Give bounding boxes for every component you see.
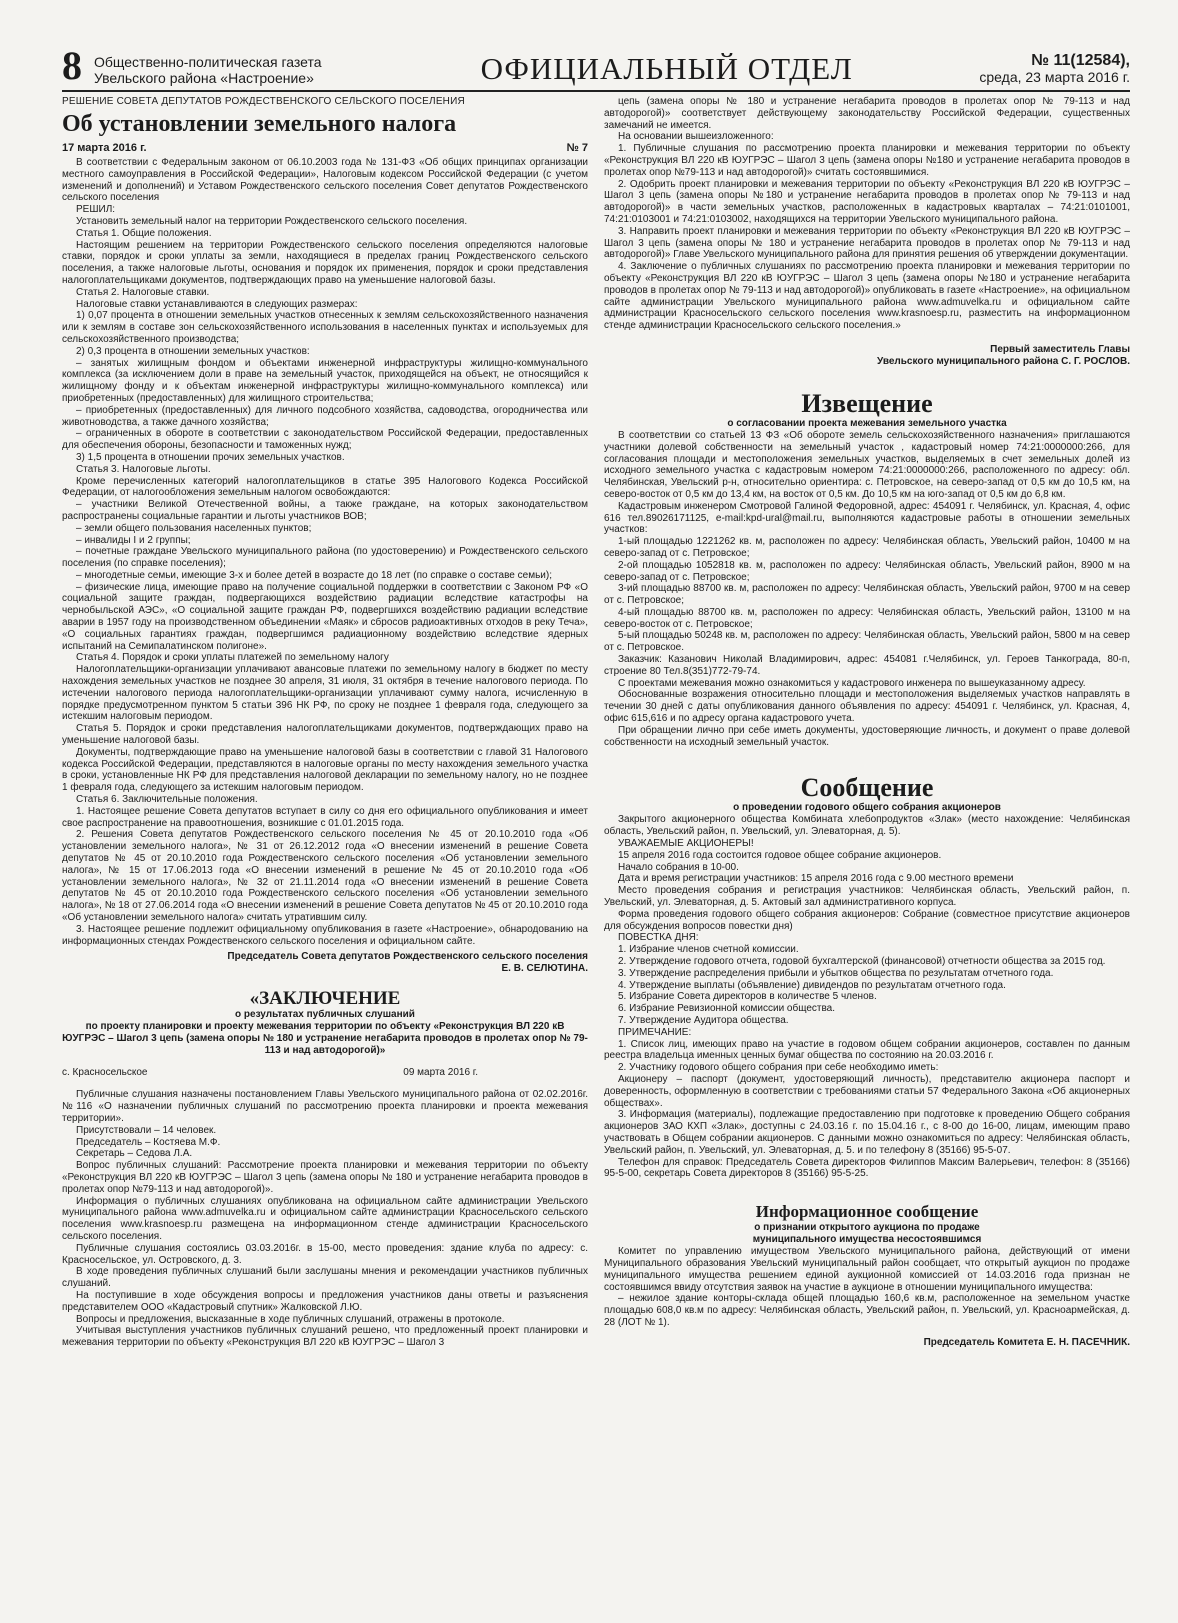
paragraph: Статья 1. Общие положения. <box>76 227 212 239</box>
paragraph: В соответствии со статьей 13 ФЗ «Об обороте земель сельскохозяйственного назначения» приглашаются участники долевой собственности на земельный участок , кадастровый номер 74:21:0000000:266, для согласования площади и местоположения земельных участков, выделяемых в счет земельных долей из исходного земельного участка с кадастровым номером 74:21:0000000:266, расположенного по адресу: обл. Челябинская, Увельский р-н, относительно ориентира: с. Петровское, на северо-запад от 0,5 км до 10,5 км, на северо-восток от 0,5 км до 13,4 км, на восток от 0,5 км. До 10,5 км на юго-запад от 0,5 км до 6,8 км. <box>604 429 1130 500</box>
paragraph: Заказчик: Казанович Николай Владимирович, адрес: 454081 г.Челябинск, ул. Героев Танкограда, 80-п, строение 80 Тел.8(351)772-79-74. <box>604 654 1130 677</box>
paragraph: Налоговые ставки устанавливаются в следующих размерах: <box>76 298 358 310</box>
paragraph: Статья 3. Налоговые льготы. <box>76 463 211 475</box>
paragraph: ПОВЕСТКА ДНЯ: <box>618 932 699 944</box>
paragraph: Статья 4. Порядок и сроки уплаты платежей по земельному налогу <box>76 652 389 664</box>
paragraph: Публичные слушания состоялись 03.03.2016г. в 15-00, место проведения: здание клуба по адресу: с. Красносельское, ул. Островского, д. 3. <box>62 1242 588 1266</box>
paragraph: Статья 5. Порядок и сроки представления налогоплательщиками документов, подтверждающих право на уменьшение налоговой базы. <box>62 723 588 747</box>
conclusion-title: «ЗАКЛЮЧЕНИЕ <box>249 988 401 1010</box>
paragraph: Налогоплательщики-организации уплачивают авансовые платежи по земельному налогу в бюджет по месту нахождения земельных участков не позднее 30 апреля, 31 июля, 31 октября в течение налогового периода. По истечении налогового периода налогоплательщики-организации уплачивают сумму налога, исчисленную в порядке предусмотренном пунктом 5 статьи 396 НК РФ, по сроку не позднее 1 февраля года, следующего за истекшим налоговым периодом. <box>62 664 588 723</box>
decision-number: № 7 <box>566 142 588 154</box>
decision-body <box>62 157 588 947</box>
paragraph: Обоснованные возражения относительно площади и местоположения выделяемых участков направлять в течении 30 дней с даты опубликования данного объявления по адресу: 454091 г. Челябинск, ул. Красная, 4, офис 615,616 и по адресу органа кадастрового учета. <box>604 689 1130 725</box>
paragraph: 15 апреля 2016 года состоится годовое общее собрание акционеров. <box>618 849 942 861</box>
paragraph: Статья 6. Заключительные положения. <box>76 794 258 806</box>
decision-article <box>62 96 588 975</box>
message-body <box>604 814 1130 1180</box>
paragraph: Форма проведения годового общего собрания акционеров: Собрание (совместное присутствие акционеров для обсуждения вопросов повестки дня) <box>604 908 1130 932</box>
paragraph: 1. Список лиц, имеющих право на участие в годовом общем собрании акционеров, составлен по данным реестра владельца именных ценных бумаг общества по состоянию на 20.03.2016 г. <box>604 1038 1130 1062</box>
left-column <box>62 96 588 1349</box>
paragraph: 4-ый площадью 88700 кв. м, расположен по адресу: Челябинская область, Увельский район, 13100 м на северо-восток от с. Петровское; <box>604 606 1130 630</box>
paragraph: 1. Публичные слушания по рассмотрению проекта планировки и межевания территории по объекту «Реконструкция ВЛ 220 кВ ЮУГРЭС – Шагол 3 цепь (замена опоры №180 и устранение негабарита проводов в пролетах опор №79-113 и над автодорогой)» считать состоявшимися. <box>604 143 1130 178</box>
paragraph: Кроме перечисленных категорий налогоплательщиков в статье 395 Налогового Кодекса Российской Федерации, от налогообложения земельным налогом освобождаются: <box>62 475 588 499</box>
decision-kicker: РЕШЕНИЕ СОВЕТА ДЕПУТАТОВ РОЖДЕСТВЕНСКОГО СЕЛЬСКОГО ПОСЕЛЕНИЯ <box>62 96 465 107</box>
paragraph: – инвалиды I и 2 группы; <box>76 534 191 546</box>
paragraph: – приобретенных (предоставленных) для личного подсобного хозяйства, садоводства, огородничества или животноводства, а также дачного хозяйства; <box>62 404 588 428</box>
paragraph: 3. Информация (материалы), подлежащие предоставлению при подготовке к проведению Общего собрания акционеров ЗАО КХП «Злак», доступны с 24.03.16 г. по 15.04.16 г., с 8-00 до 16-00, лицам, имеющим право участвовать в Общем собрании акционеров. С данными можно ознакомиться по адресу: Челябинская область, Увельский район, п. Увельский, ул. Элеваторная, д. 5. и по телефону 8 (35166) 95-5-07. <box>604 1109 1130 1156</box>
info-subtitle-2: муниципального имущества несостоявшимся <box>752 1234 982 1246</box>
paragraph: Телефон для справок: Председатель Совета директоров Филиппов Максим Валерьевич, телефон: 8 (35166) 95-5-00, секретарь Совета директоров 8 (35166) 95-5-25. <box>604 1156 1130 1180</box>
paragraph: При обращении лично при себе иметь документы, удостоверяющие личность, и документ о праве долевой собственности на исходный земельный участок. <box>604 724 1130 748</box>
conclusion-place: с. Красносельское <box>62 1067 148 1079</box>
info-body <box>604 1246 1130 1329</box>
section-title: ОФИЦИАЛЬНЫЙ ОТДЕЛ <box>480 51 853 86</box>
paragraph: С проектами межевания можно ознакомиться у кадастрового инженера по вышеуказанному адресу. <box>618 677 1086 689</box>
conclusion-subtitle-1: о результатах публичных слушаний <box>235 1009 415 1021</box>
paragraph: Присутствовали – 14 человек. <box>76 1124 217 1136</box>
paragraph: – физические лица, имеющие право на получение социальной поддержки в соответствии с Законом РФ «О социальной защите граждан, подвергающихся воздействию радиации вследствие катастрофы на чернобыльской АЭС», «О социальной защите граждан РФ, подвергшихся воздействию радиации вследствие аварии в 1957 году на производственном объединении «Маяк» и сбросов радиоактивных отходов в реку Теча», «О социальных гарантиях граждан, подвергшимся радиационному воздействию вследствие ядерных испытаний на Семипалатинском полигоне». <box>62 581 588 652</box>
paragraph: На основании вышеизложенного: <box>618 131 774 143</box>
paragraph: На поступившие в ходе обсуждения вопросы и предложения участников даны ответы и разъяснения представителем ООО «Кадастровый спутник» Жалковской Л.Ю. <box>62 1289 588 1313</box>
paragraph: 2-ой площадью 1052818 кв. м, расположен по адресу: Челябинская область, Увельский район, 8900 м на северо-запад от с. Петровское; <box>604 559 1130 583</box>
paragraph: 3. Настоящее решение подлежит официальному опубликования в газете «Настроение», обнародованию на информационных стендах Рождественского сельского поселения и официальном сайте. <box>62 923 588 947</box>
paragraph: Начало собрания в 10-00. <box>618 861 739 873</box>
paragraph: 3. Утверждение распределения прибыли и убытков общества по результатам отчетного года. <box>618 967 1054 979</box>
info-signature: Председатель Комитета Е. Н. ПАСЕЧНИК. <box>923 1336 1130 1348</box>
paragraph: 2. Одобрить проект планировки и межевания территории по объекту «Реконструкция ВЛ 220 кВ ЮУГРЭС – Шагол 3 цепь (замена опоры №180 и устранение негабарита проводов в пролетах опор № 79-113 и над автодорогой)» в части земельных участков, расположенных в кадастровых кварталах – 74:21:0101001, 74:21:0103001 и 74:21:0103002, находящихся на территории Увельского муниципального района. <box>604 178 1130 225</box>
conclusion-signature-title: Первый заместитель Главы <box>990 343 1130 355</box>
paragraph: Установить земельный налог на территории Рождественского сельского поселения. <box>76 215 468 227</box>
paragraph: Статья 2. Налоговые ставки. <box>76 286 210 298</box>
paragraph: Акционеру – паспорт (документ, удостоверяющий личность), представителю акционера паспорт и доверенность, оформленную в соответствии с требованиями статьи 57 Федерального Закона «Об акционерных обществах». <box>604 1073 1130 1109</box>
right-column <box>604 96 1130 1349</box>
paragraph: Кадастровым инженером Смотровой Галиной Федоровной, адрес: 454091 г. Челябинск, ул. Красная, 4, офис 616 тел.89026171125, e-mail:kpd-ural@mail.ru, выполняются кадастровые работы в отношении земельных участков: <box>604 500 1130 536</box>
message-title: Сообщение <box>800 773 934 803</box>
paragraph: УВАЖАЕМЫЕ АКЦИОНЕРЫ! <box>618 838 754 850</box>
paragraph: – занятых жилищным фондом и объектами инженерной инфраструктуры жилищно-коммунального комплекса (за исключением доли в праве на земельный участок, приходящейся на объект, не относящийся к жилищному фонду и к объектам инженерной инфраструктуры жилищно-коммунального комплекса) или приобретенных (предоставленных) для жилищного строительства; <box>62 357 588 404</box>
conclusion-place-date <box>62 1067 588 1079</box>
paragraph: 2) 0,3 процента в отношении земельных участков: <box>76 345 310 357</box>
message-subtitle: о проведении годового общего собрания акционеров <box>733 802 1001 814</box>
paragraph: 1. Настоящее решение Совета депутатов вступает в силу со дня его официального опубликования и имеет свое распространение на правоотношения, возникшие с 01.01.2015 года. <box>62 805 588 829</box>
paragraph: 4. Утверждение выплаты (объявление) дивидендов по результатам отчетного года. <box>618 979 1006 991</box>
paragraph: 1) 0,07 процента в отношении земельных участков отнесенных к землям сельскохозяйственного назначения или к землям в составе зон сельскохозяйственного использования в населенных пунктах и используемых для сельскохозяйственного производства; <box>62 310 588 345</box>
paragraph: цепь (замена опоры № 180 и устранение негабарита проводов в пролетах опор № 79-113 и над автодорогой)» соответствует действующему законодательству Российской Федерации, существенных замечаний не имеется. <box>604 96 1130 131</box>
paragraph: Дата и время регистрации участников: 15 апреля 2016 года с 9.00 местного времени <box>618 873 1014 885</box>
conclusion-continuation <box>604 96 1130 332</box>
paragraph: Место проведения собрания и регистрация участников: Челябинская область, Увельский район, п. Увельский, ул. Элеваторная, д. 5. Актовый зал административного корпуса. <box>604 885 1130 909</box>
paragraph: Вопрос публичных слушаний: Рассмотрение проекта планировки и межевания территории по объекту «Реконструкция ВЛ 220 кВ ЮУГРЭС – Шагол 3 цепь (замена опоры № 180 и устранение негабарита проводов в пролетах опор №79-113 и над автодорогой)». <box>62 1160 588 1195</box>
paragraph: – нежилое здание конторы-склада общей площадью 160,6 кв.м, расположенное на земельном участке площадью 608,0 кв.м по адресу: Челябинская область, Увельский район, п. Увельский, ул. Красноармейская, д. 28 (ЛОТ № 1). <box>604 1293 1130 1328</box>
paragraph: 2. Утверждение годового отчета, годовой бухгалтерской (финансовой) отчетности общества за 2015 год. <box>618 956 1106 968</box>
paragraph: Секретарь – Седова Л.А. <box>76 1148 193 1160</box>
paragraph: В ходе проведения публичных слушаний были заслушаны мнения и рекомендации участников публичных слушаний. <box>62 1266 588 1290</box>
paragraph: – почетные граждане Увельского муниципального района (по удостоверению) и Рождественского сельского поселения (по справке поселения); <box>62 546 588 570</box>
paragraph: РЕШИЛ: <box>76 204 116 216</box>
notice-article <box>604 390 1130 749</box>
notice-subtitle: о согласовании проекта межевания земельного участка <box>727 417 1007 429</box>
notice-body <box>604 430 1130 749</box>
paragraph: В соответствии с Федеральным законом от 06.10.2003 года № 131-ФЗ «Об общих принципах организации местного самоуправления в Российской Федерации», Налоговым кодексом Российской Федерации (с учетом изменений и дополнений) и Уставом Рождественского сельского поселения Совет депутатов Рождественского сельского поселения <box>62 157 588 204</box>
paragraph: 1-ый площадью 1221262 кв. м, расположен по адресу: Челябинская область, Увельский район, 10400 м на северо-запад от с. Петровское; <box>604 536 1130 559</box>
info-title: Информационное сообщение <box>755 1202 979 1222</box>
paragraph: 7. Утверждение Аудитора общества. <box>618 1015 789 1026</box>
paragraph: Закрытого акционерного общества Комбината хлебопродуктов «Злак» (место нахождение: Челябинская область, Увельский район, п. Увельский, ул. Элеваторная, д. 5). <box>604 814 1130 838</box>
info-article <box>604 1202 1130 1349</box>
decision-dateline <box>62 141 588 155</box>
conclusion-body <box>62 1089 588 1349</box>
issue-number: № 11(12584), <box>1031 52 1130 69</box>
paragraph: ПРИМЕЧАНИЕ: <box>618 1026 692 1038</box>
paragraph: 3. Направить проект планировки и межевания территории по объекту «Реконструкция ВЛ 220 кВ ЮУГРЭС – Шагол 3 цепь (замена опоры № 180 и устранение негабарита проводов в пролетах опор № 79-113 и над автодорогой)» Главе Увельского муниципального района для принятия решения об утверждении документации. <box>604 225 1130 261</box>
info-subtitle-1: о признании открытого аукциона по продаже <box>754 1222 980 1234</box>
paragraph: 2. Решения Совета депутатов Рождественского сельского поселения № 45 от 20.10.2010 года «Об установлении земельного налога», № 31 от 26.12.2012 года «О внесении изменений в решение Совета депутатов № 45 от 20.10.2010 года Рождественского сельского поселения «Об установлении земельного налога», № 15 от 17.06.2013 года «О внесении изменений в решение № 45 от 20.10.2010 года «Об установлении земельного налога», № 32 от 21.11.2014 года «О внесении изменений в решение Совета депутатов № 45 от 20.10.2010 года Рождественского сельского поселения «Об установлении земельного налога», № 18 от 27.06.2014 года «О внесении изменений в решение Совета депутатов № 45 от 20.10.2010 года «Об установлении земельного налога» считать утратившим силу. <box>62 829 588 923</box>
paragraph: Комитет по управлению имуществом Увельского муниципального района, действующий от имени Муниципального образования Увельский муниципальный район сообщает, что открытый аукцион по продаже муниципального имущества решением единой аукционной комиссией от 14.03.2016 года признан не состоявшимся ввиду отсутствия заявок на участие в аукционе в отношении муниципального имущества: <box>604 1246 1130 1293</box>
paragraph: 6. Избрание Ревизионной комиссии общества. <box>618 1003 836 1015</box>
paragraph: Вопросы и предложения, высказанные в ходе публичных слушаний, отражены в протоколе. <box>76 1313 505 1325</box>
decision-title: Об установлении земельного налога <box>62 111 457 137</box>
message-article <box>604 774 1130 1180</box>
paragraph: Публичные слушания назначены постановлением Главы Увельского муниципального района от 02.02.2016г. №116 «О назначении публичных слушаний по рассмотрению проекта планировки и проекта межевания территории». <box>62 1089 588 1124</box>
decision-signature-name: Е. В. СЕЛЮТИНА. <box>501 963 588 975</box>
paragraph: Настоящим решением на территории Рождественского сельского поселения определяются налоговые ставки, порядок и сроки уплаты за земли, находящиеся в пределах границ Рождественского сельского поселения, а также налоговые льготы, основания и порядок их применения, порядок и сроки представления налогоплательщиками документов, подтверждающих право на уменьшение налоговой базы. <box>62 239 588 286</box>
paragraph: 2. Участнику годового общего собрания при себе необходимо иметь: <box>618 1062 939 1074</box>
decision-signature-title: Председатель Совета депутатов Рождественского сельского поселения <box>227 951 588 963</box>
columns <box>62 96 1130 1349</box>
masthead <box>62 38 1130 92</box>
paragraph: – участники Великой Отечественной войны, а также граждане, на которых законодательством распространены социальные гарантии и льготы участников ВОВ; <box>62 499 588 522</box>
paragraph: 5. Избрание Совета директоров в количестве 5 членов. <box>618 991 877 1003</box>
conclusion-date: 09 марта 2016 г. <box>403 1067 478 1079</box>
page-number: 8 <box>62 43 82 88</box>
paragraph: 3-ий площадью 88700 кв. м, расположен по адресу: Челябинская область, Увельский район, 9700 м на север от с. Петровское; <box>604 583 1130 607</box>
paragraph: Председатель – Костяева М.Ф. <box>76 1136 221 1148</box>
paragraph: 4. Заключение о публичных слушаниях по рассмотрению проекта планировки и межевания территории по объекту «Реконструкция ВЛ 220 кВ ЮУГРЭС – Шагол 3 цепь (замена опоры №180 и устранение негабарита проводов в пролетах опор № 79-113 и над автодорогой)» опубликовать в газете «Настроение», на официальном сайте администрации Увельского муниципального района www.admuvelka.ru и официальном сайте администрации Красносельского сельского поселения www.krasnoesp.ru, разместить на информационном стенде администрации Красносельского сельского поселения.» <box>604 261 1130 332</box>
conclusion-signature-name: Увельского муниципального района С. Г. РОСЛОВ. <box>876 355 1130 367</box>
notice-title: Извещение <box>801 388 933 418</box>
paragraph: – ограниченных в обороте в соответствии с законодательством Российской Федерации, предоставленных для обеспечения обороны, безопасности и таможенных нужд; <box>62 428 588 452</box>
paragraph: – земли общего пользования населенных пунктов; <box>76 522 312 534</box>
decision-date: 17 марта 2016 г. <box>62 142 147 154</box>
conclusion-subtitle-2: по проекту планировки и проекту межевания территории по объекту «Реконструкция ВЛ 220 кВ <box>85 1021 565 1033</box>
paragraph: 5-ый площадью 50248 кв. м, расположен по адресу: Челябинская область, Увельский район, 5800 м на север от с. Петровское. <box>604 630 1130 654</box>
paper-name: Общественно-политическая газета Увельского района «Настроение» <box>94 54 322 86</box>
paragraph: 3) 1,5 процента в отношении прочих земельных участков. <box>76 451 345 463</box>
decision-signature <box>62 951 588 975</box>
conclusion-signature <box>604 344 1130 368</box>
issue-info <box>979 52 1130 86</box>
conclusion-subtitle-3: ЮУГРЭС – Шагол 3 цепь (замена опоры № 180 и устранение негабарита проводов в пролетах опор № 79-113 и над автодорогой)» <box>62 1033 588 1057</box>
paragraph: Информация о публичных слушаниях опубликована на официальном сайте администрации Увельского муниципального района www.admuvelka.ru и официальном сайте администрации Красносельского сельского поселения www.krasnoesp.ru размещена на информационном стенде администрации Красносельского сельского поселения. <box>62 1195 588 1242</box>
conclusion-article <box>62 989 588 1349</box>
paragraph: Документы, подтверждающие право на уменьшение налоговой базы в соответствии с главой 31 Налогового кодекса Российской Федерации, представляются в налоговые органы по месту нахождения земельного участка в сроки, установленные НК РФ для представления налоговой декларации по земельному налогу, но не позднее 1 февраля года, следующего за истекшим налоговым периодом. <box>62 746 588 794</box>
paragraph: Учитывая выступления участников публичных слушаний решено, что предложенный проект планировки и межевания территории по объекту «Реконструкция ВЛ 220 кВ ЮУГРЭС – Шагол 3 <box>62 1325 588 1349</box>
paragraph: – многодетные семьи, имеющие 3-х и более детей в возрасте до 18 лет (по справке о составе семьи); <box>76 569 552 581</box>
issue-date: среда, 23 марта 2016 г. <box>979 69 1130 85</box>
paragraph: 1. Избрание членов счетной комиссии. <box>618 944 799 956</box>
